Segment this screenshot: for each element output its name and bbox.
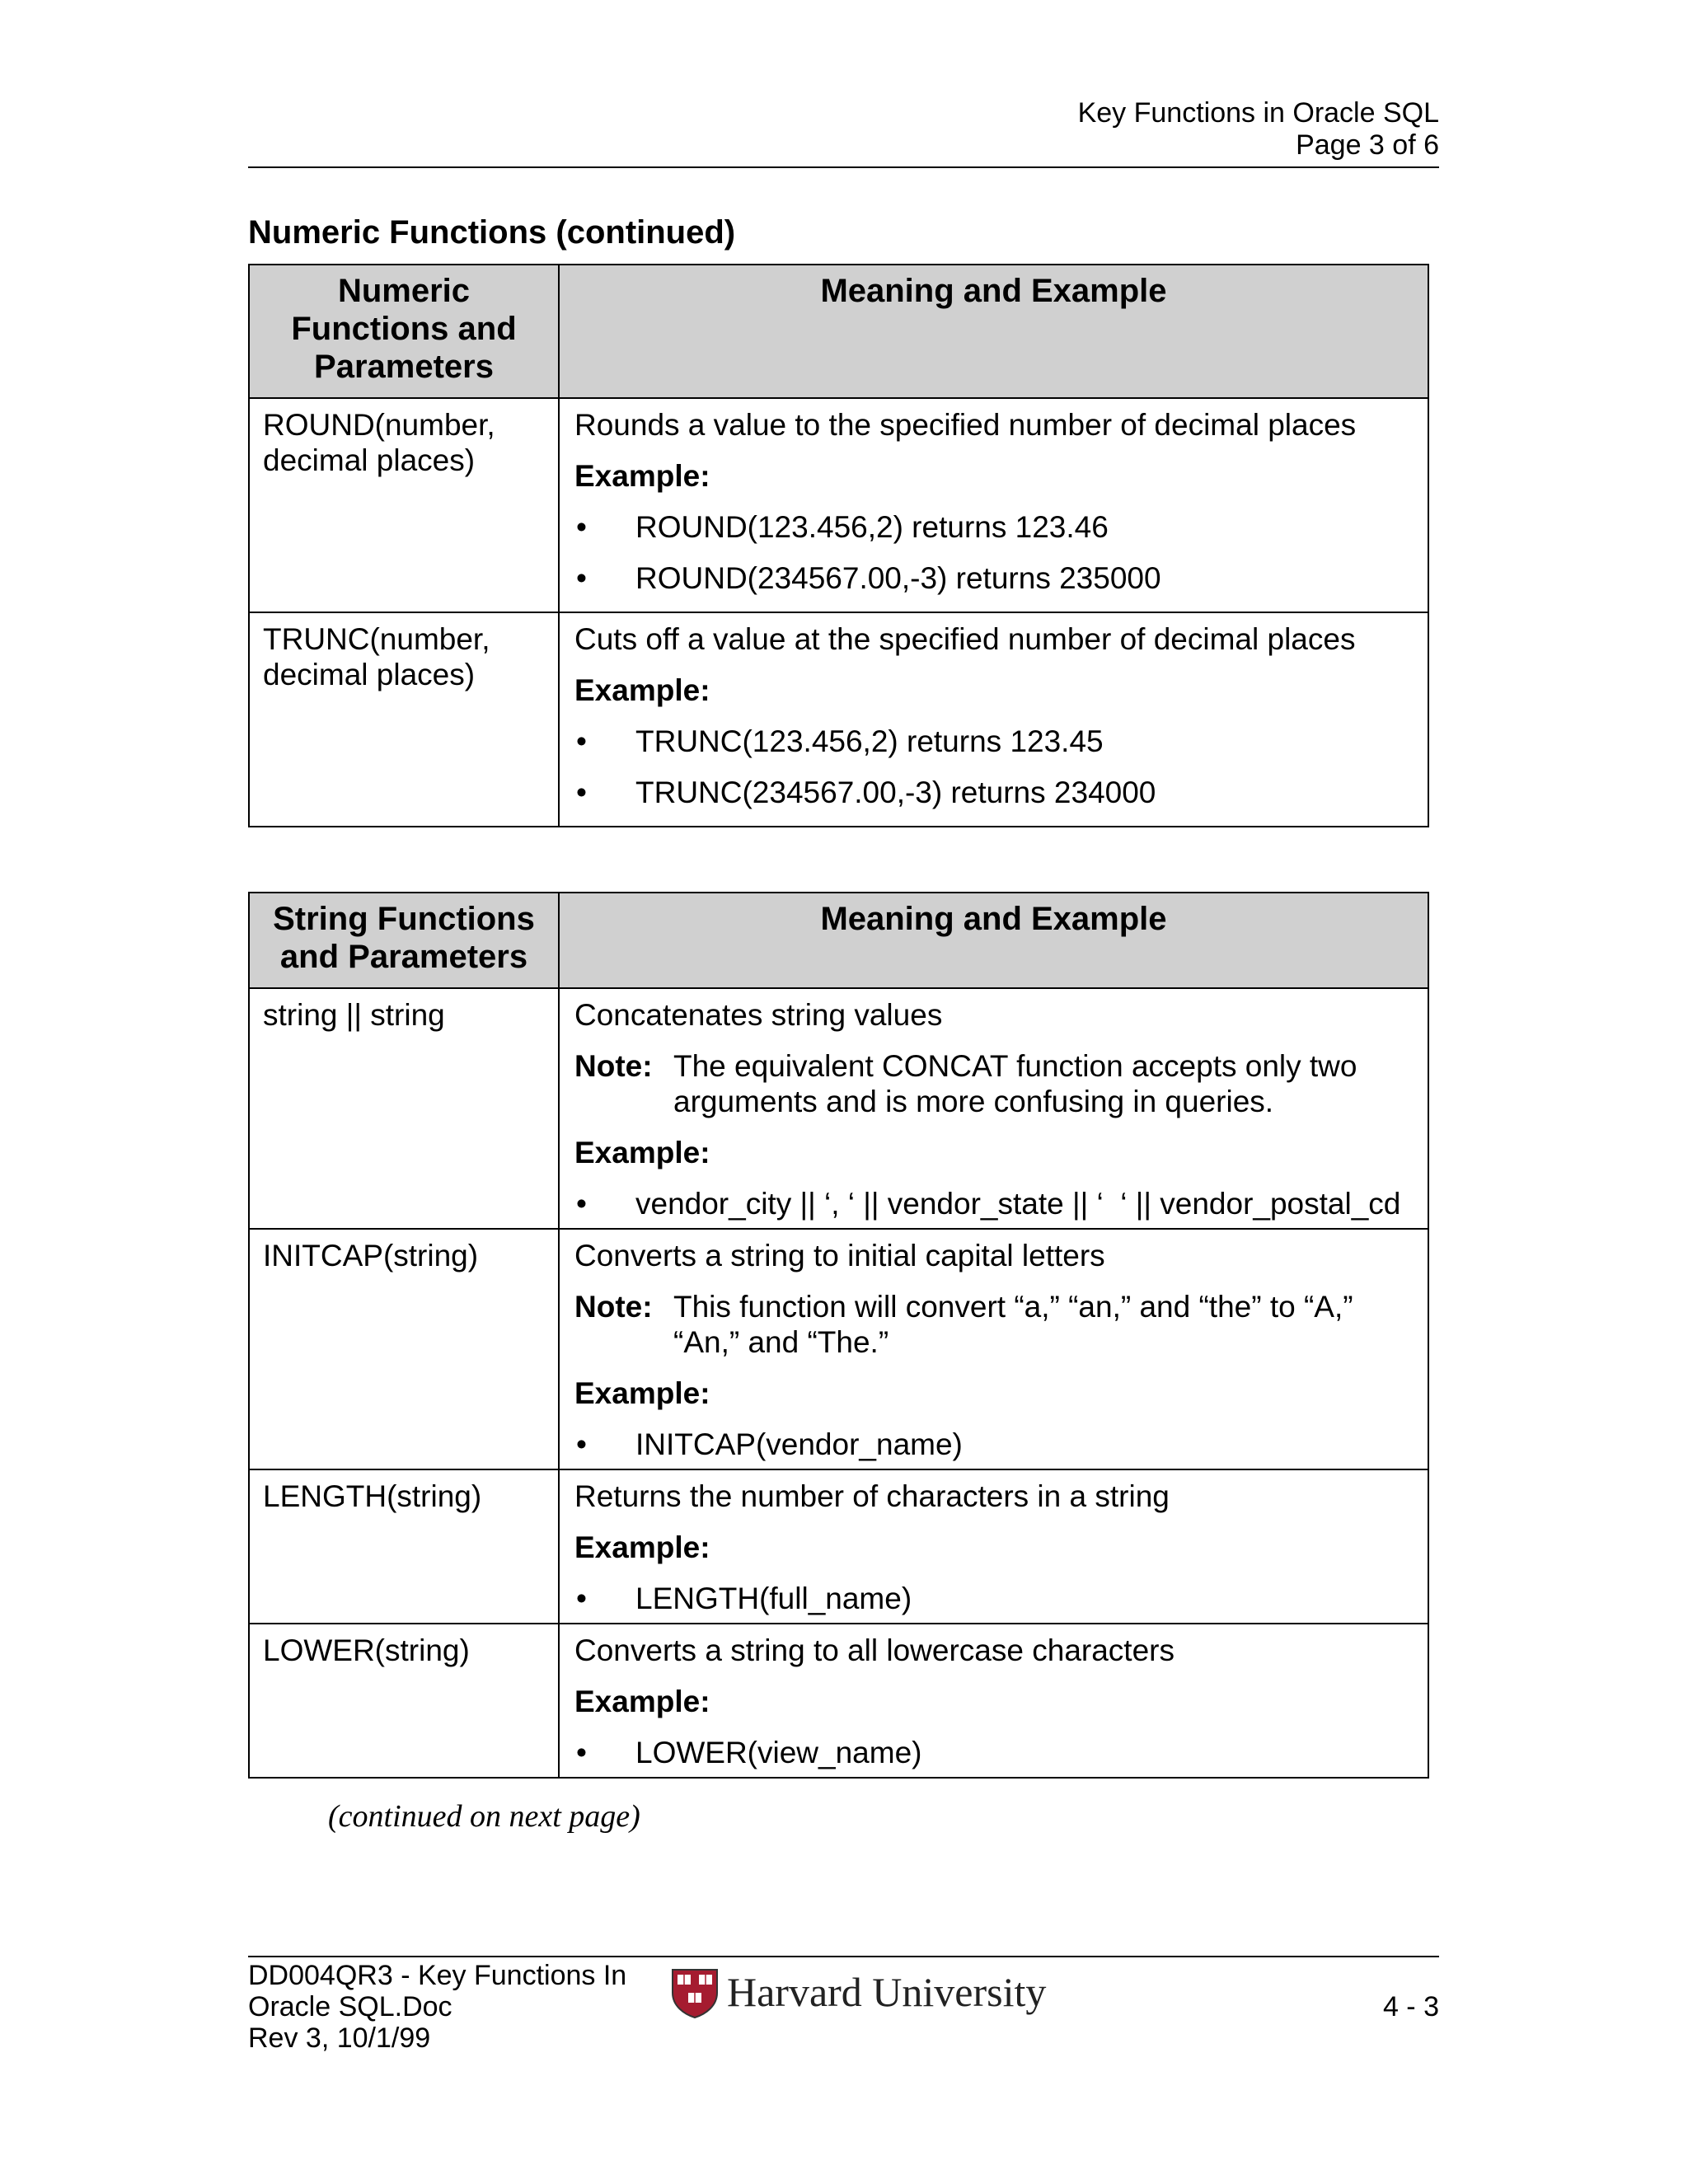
function-name: ROUND(number, decimal places): [249, 398, 559, 612]
table-row: [249, 1229, 1428, 1469]
example-item: [574, 1735, 1413, 1770]
function-name: INITCAP(string): [249, 1229, 559, 1469]
bullet-icon: •: [576, 561, 587, 595]
table-header-row: [249, 893, 1428, 988]
function-description: Converts a string to initial capital letters: [574, 1239, 1105, 1272]
example-code: vendor_city || ‘, ‘ || vendor_state || ‘ ‘ || vendor_postal_cd: [635, 1187, 1401, 1221]
column-header-meaning: Meaning and Example: [559, 893, 1428, 988]
bullet-icon: •: [576, 1427, 587, 1461]
footer-page-number: 4 - 3: [1382, 1991, 1439, 2022]
footer-doc-id: DD004QR3 - Key Functions In: [248, 1960, 627, 1991]
example-code: ROUND(234567.00,-3) returns 235000: [635, 561, 1161, 595]
example-code: LENGTH(full_name): [635, 1582, 912, 1615]
bullet-icon: •: [576, 510, 587, 544]
function-description: Concatenates string values: [574, 998, 943, 1032]
column-header-functions: String Functions and Parameters: [249, 893, 559, 988]
harvard-shield-icon: [669, 1965, 720, 2019]
example-item: [574, 1427, 1413, 1462]
example-label: Example:: [574, 459, 710, 493]
bullet-icon: •: [576, 1187, 587, 1221]
page-header: [248, 97, 1439, 168]
note-label: Note:: [574, 1049, 653, 1083]
table-row: [249, 1624, 1428, 1778]
example-item: [574, 1581, 1413, 1616]
function-note: [574, 1289, 1413, 1360]
section-title: Numeric Functions (continued): [248, 214, 736, 251]
function-description: Returns the number of characters in a string: [574, 1479, 1170, 1513]
column-header-functions: Numeric Functions and Parameters: [249, 265, 559, 398]
function-name: LENGTH(string): [249, 1469, 559, 1624]
example-label: Example:: [574, 1530, 710, 1564]
example-label: Example:: [574, 673, 710, 707]
table-row: [249, 612, 1428, 827]
function-meaning: [559, 1469, 1428, 1624]
header-title: Key Functions in Oracle SQL: [1077, 97, 1439, 129]
footer-doc-file: Oracle SQL.Doc: [248, 1991, 452, 2022]
example-item: [574, 1186, 1413, 1221]
example-code: LOWER(view_name): [635, 1736, 922, 1769]
bullet-icon: •: [576, 724, 587, 758]
example-label: Example:: [574, 1376, 710, 1410]
bullet-icon: •: [576, 1582, 587, 1615]
function-name: TRUNC(number, decimal places): [249, 612, 559, 827]
function-meaning: [559, 398, 1428, 612]
example-code: INITCAP(vendor_name): [635, 1427, 963, 1461]
footer-document-info: [248, 1960, 626, 2054]
string-functions-table: [248, 892, 1429, 1779]
table-header-row: [249, 265, 1428, 398]
example-item: [574, 775, 1413, 810]
column-header-meaning: Meaning and Example: [559, 265, 1428, 398]
table-row: [249, 398, 1428, 612]
numeric-functions-table: [248, 264, 1429, 827]
function-name: string || string: [249, 988, 559, 1229]
function-meaning: [559, 1229, 1428, 1469]
example-code: ROUND(123.456,2) returns 123.46: [635, 510, 1109, 544]
function-meaning: [559, 612, 1428, 827]
table-row: [249, 988, 1428, 1229]
example-code: TRUNC(234567.00,-3) returns 234000: [635, 776, 1156, 809]
harvard-logo: [669, 1965, 1046, 2019]
example-code: TRUNC(123.456,2) returns 123.45: [635, 724, 1104, 758]
bullet-icon: •: [576, 1736, 587, 1769]
note-text: The equivalent CONCAT function accepts only two arguments and is more confusing in queries.: [673, 1049, 1357, 1118]
footer-divider: [248, 1956, 1439, 1957]
header-page-number: Page 3 of 6: [1296, 129, 1439, 161]
note-text: This function will convert “a,” “an,” and “the” to “A,” “An,” and “The.”: [673, 1290, 1353, 1359]
example-item: [574, 509, 1413, 545]
continued-note: (continued on next page): [328, 1799, 640, 1834]
function-note: [574, 1048, 1413, 1119]
function-meaning: [559, 1624, 1428, 1778]
note-label: Note:: [574, 1290, 653, 1324]
function-description: Converts a string to all lowercase characters: [574, 1633, 1175, 1667]
function-description: Rounds a value to the specified number of decimal places: [574, 408, 1357, 442]
table-row: [249, 1469, 1428, 1624]
footer-revision: Rev 3, 10/1/99: [248, 2022, 431, 2054]
example-item: [574, 724, 1413, 759]
example-label: Example:: [574, 1136, 710, 1169]
function-name: LOWER(string): [249, 1624, 559, 1778]
function-meaning: [559, 988, 1428, 1229]
function-description: Cuts off a value at the specified number of decimal places: [574, 622, 1356, 656]
logo-text: Harvard University: [727, 1969, 1047, 2015]
example-item: [574, 560, 1413, 596]
bullet-icon: •: [576, 776, 587, 809]
example-label: Example:: [574, 1685, 710, 1718]
